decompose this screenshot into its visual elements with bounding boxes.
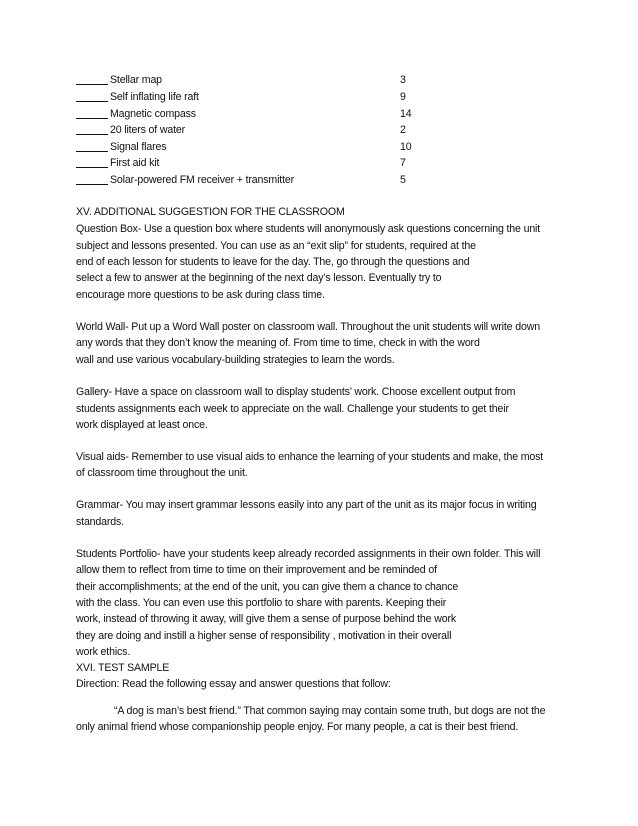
paragraph-line: work ethics.	[76, 646, 131, 658]
item-number: 5	[400, 174, 406, 186]
paragraph-line: subject and lessons presented. You can use as an “exit slip” for students, required at the	[76, 240, 476, 252]
paragraph-line: any words that they don’t know the meaning of. From time to time, check in with the word	[76, 337, 480, 349]
paragraph-line: their accomplishments; at the end of the unit, you can give them a chance to chance	[76, 581, 459, 593]
paragraph-line: Gallery- Have a space on classroom wall to display students’ work. Choose excellent output from	[76, 386, 516, 398]
section-heading: XV. ADDITIONAL SUGGESTION FOR THE CLASSROOM	[76, 206, 345, 218]
item-label: Self inflating life raft	[110, 91, 199, 103]
item-label: First aid kit	[110, 157, 160, 169]
item-number: 14	[400, 108, 412, 120]
rank-blank	[76, 74, 110, 87]
rank-blank	[76, 174, 110, 187]
item-label: 20 liters of water	[110, 124, 186, 136]
section-heading: XVI. TEST SAMPLE	[76, 662, 170, 674]
item-label: Signal flares	[110, 141, 167, 153]
paragraph-line: “A dog is man’s best friend.” That common saying may contain some truth, but dogs are not the	[114, 705, 546, 717]
paragraph-line: Question Box- Use a question box where students will anonymously ask questions concerning the unit	[76, 223, 541, 235]
item-number: 7	[400, 157, 406, 169]
paragraph-line: with the class. You can even use this portfolio to share with parents. Keeping their	[76, 597, 447, 609]
paragraph-line: allow them to reflect from time to time on their improvement and be reminded of	[76, 564, 437, 576]
item-number: 9	[400, 91, 406, 103]
paragraph-line: Visual aids- Remember to use visual aids to enhance the learning of your students and make, the most	[76, 451, 544, 463]
rank-blank	[76, 124, 110, 137]
item-label: Magnetic compass	[110, 108, 196, 120]
item-label: Solar-powered FM receiver + transmitter	[110, 174, 295, 186]
item-label: Stellar map	[110, 74, 162, 86]
paragraph-line: work, instead of throwing it away, will give them a sense of purpose behind the work	[76, 613, 456, 625]
paragraph-line: World Wall- Put up a Word Wall poster on classroom wall. Throughout the unit students will write down	[76, 321, 540, 333]
paragraph-line: select a few to answer at the beginning of the next day’s lesson. Eventually try to	[76, 272, 442, 284]
item-number: 2	[400, 124, 406, 136]
paragraph-line: end of each lesson for students to leave for the day. The, go through the questions and	[76, 256, 470, 268]
rank-blank	[76, 141, 110, 154]
paragraph-line: only animal friend whose companionship people enjoy. For many people, a cat is their best friend.	[76, 721, 519, 733]
paragraph-line: wall and use various vocabulary-building strategies to learn the words.	[76, 354, 395, 366]
direction-text: Direction: Read the following essay and answer questions that follow:	[76, 678, 391, 690]
paragraph-line: students assignments each week to appreciate on the wall. Challenge your students to get their	[76, 403, 509, 415]
paragraph-line: they are doing and instill a higher sense of responsibility , motivation in their overall	[76, 630, 452, 642]
item-number: 10	[400, 141, 412, 153]
paragraph-line: encourage more questions to be ask during class time.	[76, 289, 325, 301]
paragraph-line: work displayed at least once.	[76, 419, 208, 431]
paragraph-line: Grammar- You may insert grammar lessons easily into any part of the unit as its major focus in writing	[76, 499, 537, 511]
paragraph-line: standards.	[76, 516, 124, 528]
paragraph-line: Students Portfolio- have your students keep already recorded assignments in their own folder. This will	[76, 548, 541, 560]
item-number: 3	[400, 74, 406, 86]
rank-blank	[76, 91, 110, 104]
rank-blank	[76, 108, 110, 121]
rank-blank	[76, 157, 110, 170]
paragraph-line: of classroom time throughout the unit.	[76, 467, 248, 479]
